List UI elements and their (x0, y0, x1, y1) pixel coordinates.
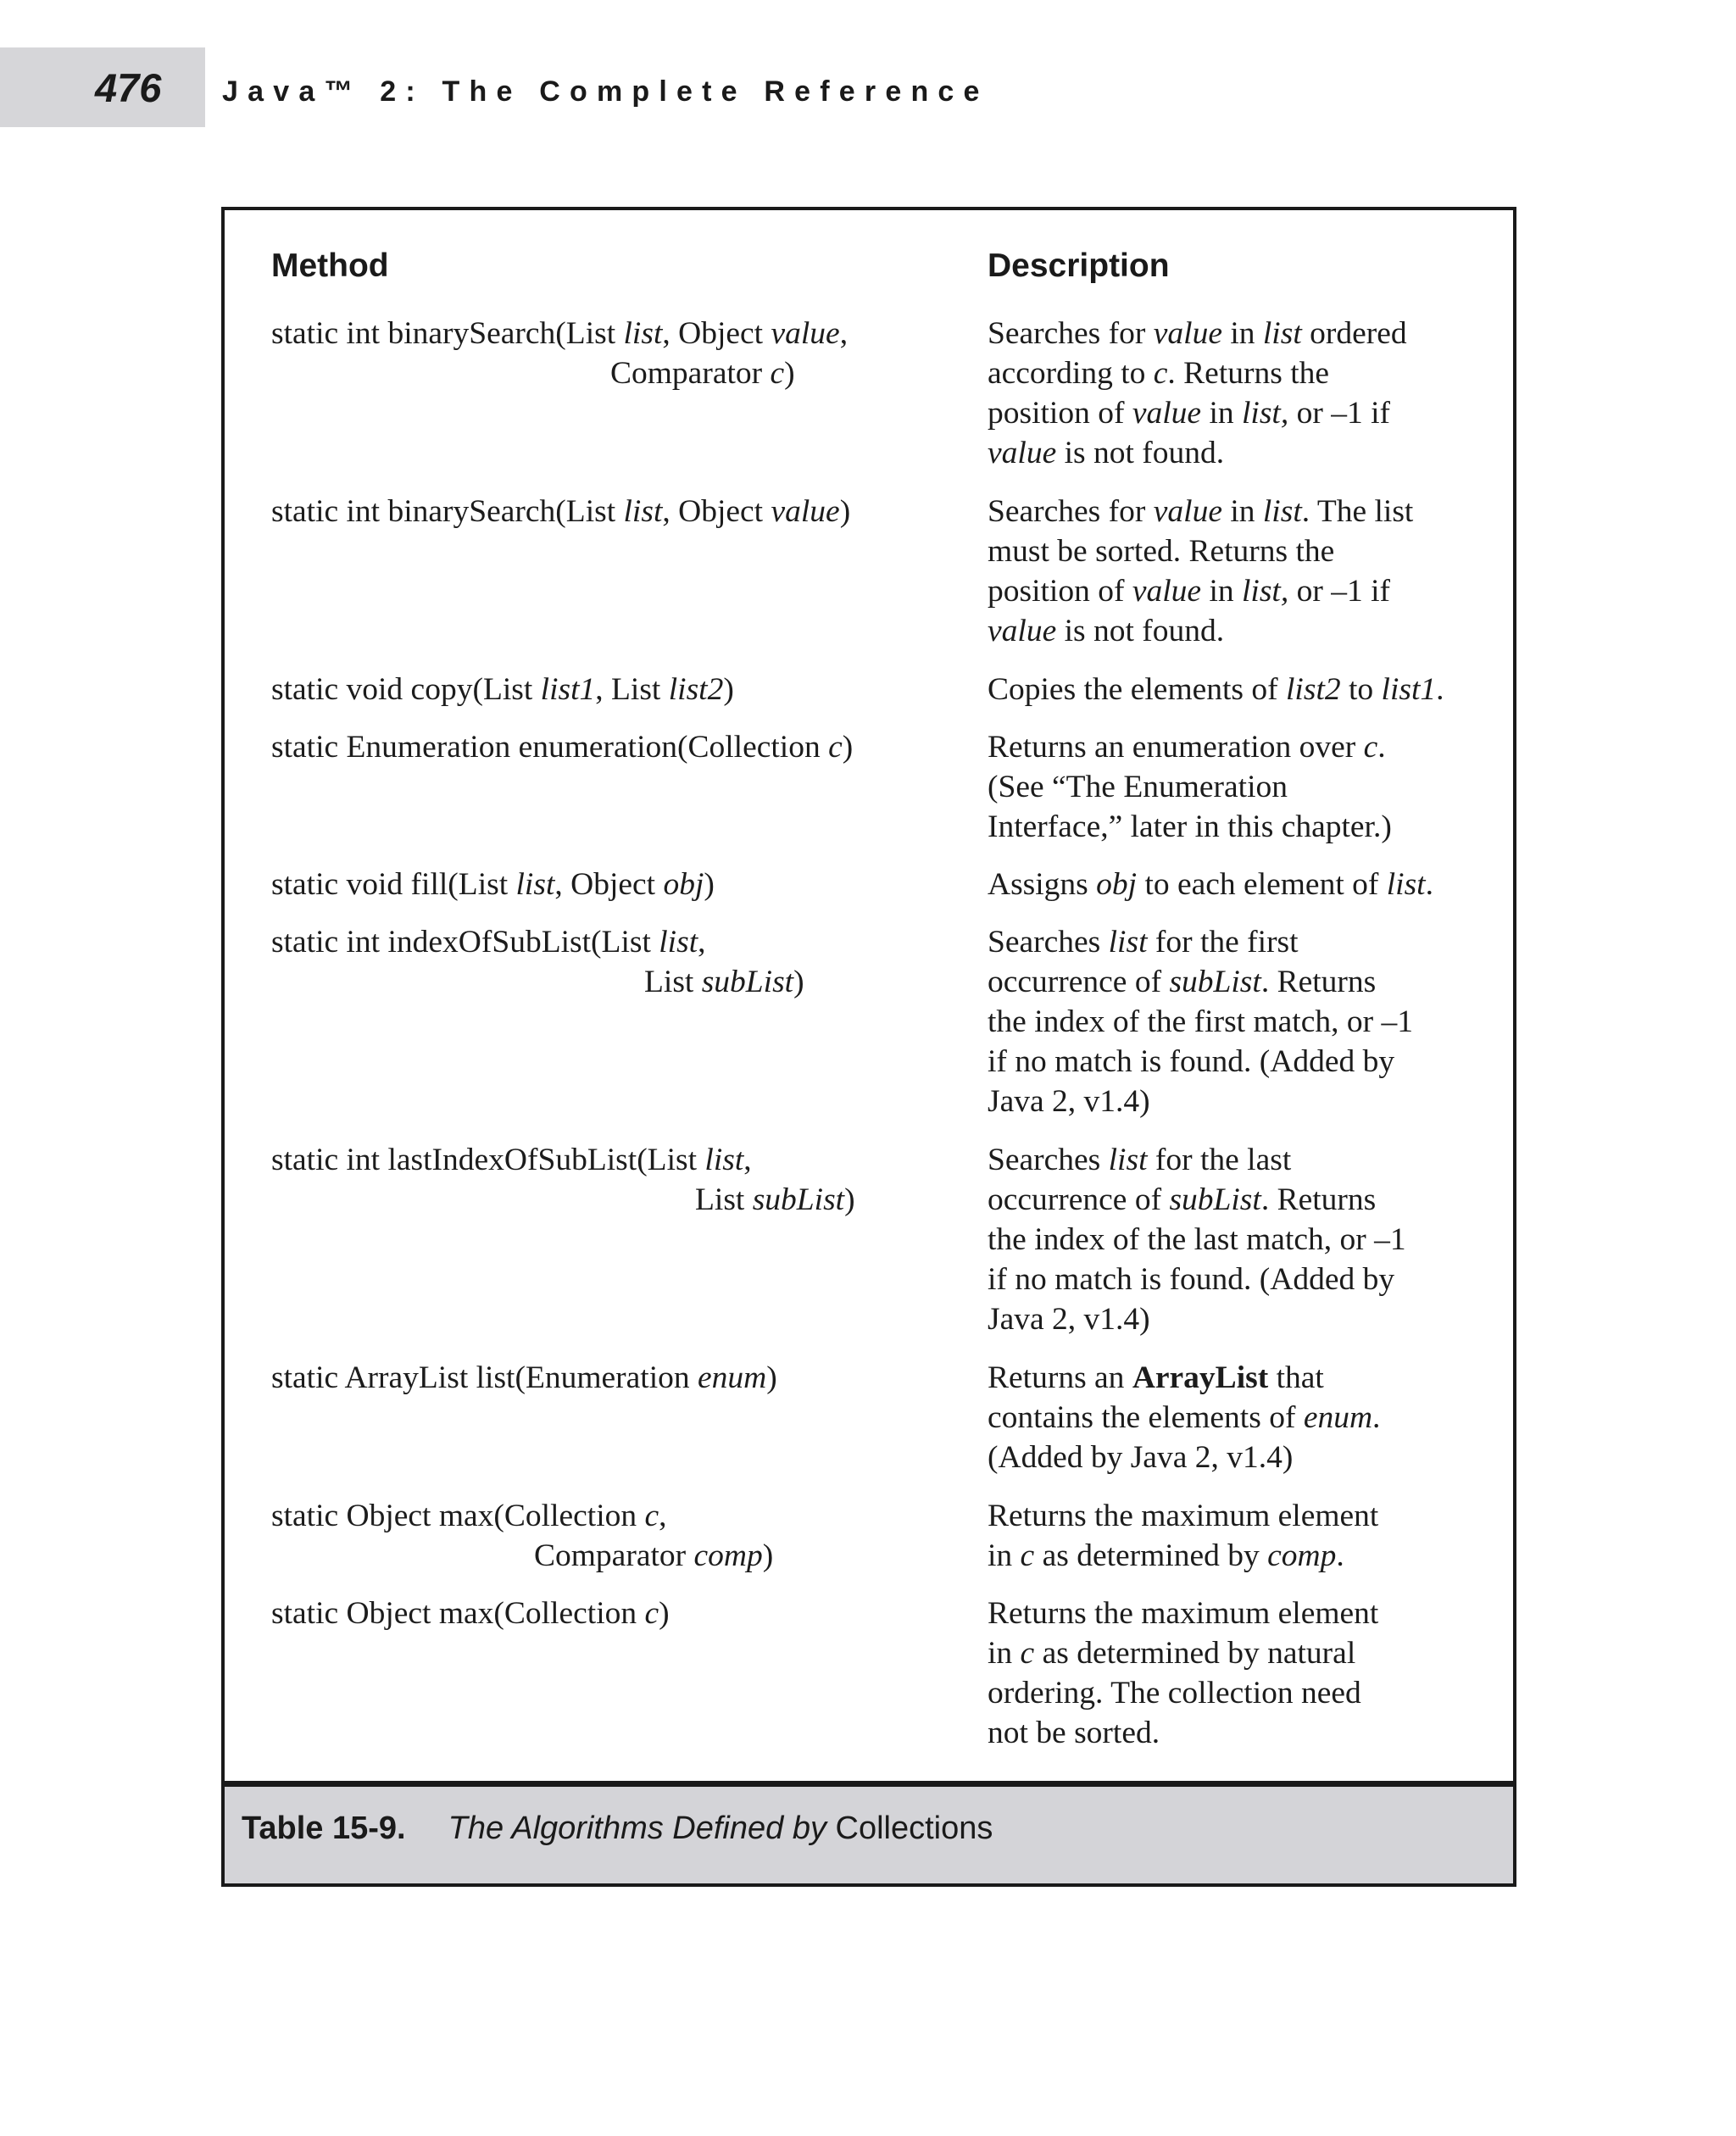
description-line: the index of the last match, or –1 (988, 1222, 1406, 1257)
column-header-description: Description (988, 248, 1170, 284)
method-cell (271, 1358, 777, 1398)
method-cell (271, 314, 848, 393)
description-line: Returns the maximum element (988, 1596, 1379, 1631)
method-cell (271, 727, 853, 767)
description-line: Java 2, v1.4) (988, 1302, 1150, 1337)
description-line: if no match is found. (Added by (988, 1262, 1395, 1297)
description-line: Searches for value in list. The list (988, 494, 1414, 529)
method-line: static int binarySearch(List list, Object value) (271, 494, 851, 529)
caption-label: Table 15-9. (242, 1811, 406, 1846)
description-line: (See “The Enumeration (988, 770, 1288, 804)
method-line: List subList) (644, 965, 804, 999)
method-cell (271, 1140, 855, 1220)
description-line: position of value in list, or –1 if (988, 574, 1390, 609)
description-cell (988, 670, 1444, 709)
description-line: Interface,” later in this chapter.) (988, 809, 1392, 844)
description-line: not be sorted. (988, 1716, 1160, 1750)
description-line: must be sorted. Returns the (988, 534, 1335, 569)
description-line: Searches for value in list ordered (988, 316, 1407, 351)
description-line: in c as determined by comp. (988, 1538, 1344, 1573)
method-line: static Enumeration enumeration(Collection c) (271, 730, 854, 765)
page-number: 476 (95, 65, 162, 110)
description-line: Returns the maximum element (988, 1499, 1379, 1533)
description-line: value is not found. (988, 436, 1225, 470)
method-line: static Object max(Collection c, (271, 1499, 667, 1533)
method-line: static ArrayList list(Enumeration enum) (271, 1360, 777, 1395)
method-line: Comparator comp) (534, 1538, 774, 1573)
description-line: Searches list for the last (988, 1143, 1292, 1177)
description-cell (988, 1594, 1378, 1753)
description-cell (988, 492, 1413, 651)
description-line: position of value in list, or –1 if (988, 396, 1390, 431)
description-line: Assigns obj to each element of list. (988, 867, 1433, 902)
description-line: contains the elements of enum. (988, 1400, 1381, 1435)
method-cell (271, 1594, 670, 1633)
description-line: Searches list for the first (988, 925, 1299, 960)
method-line: static void copy(List list1, List list2) (271, 672, 734, 707)
method-cell (271, 492, 850, 531)
description-line: value is not found. (988, 614, 1225, 648)
caption-band (225, 1781, 1513, 1883)
description-line: according to c. Returns the (988, 356, 1330, 391)
description-line: Java 2, v1.4) (988, 1084, 1150, 1119)
method-cell (271, 922, 804, 1002)
caption-title-italic: The Algorithms Defined by (448, 1811, 826, 1846)
description-line: if no match is found. (Added by (988, 1044, 1395, 1079)
method-line: static Object max(Collection c) (271, 1596, 670, 1631)
caption-title-plain: Collections (826, 1811, 993, 1846)
description-cell (988, 727, 1392, 847)
description-line: Returns an enumeration over c. (988, 730, 1386, 765)
description-line: (Added by Java 2, v1.4) (988, 1440, 1294, 1475)
description-cell (988, 922, 1413, 1121)
description-cell (988, 1496, 1378, 1576)
method-line: static void fill(List list, Object obj) (271, 867, 715, 902)
method-cell (271, 670, 734, 709)
description-cell (988, 314, 1407, 473)
method-line: List subList) (695, 1182, 855, 1217)
description-cell (988, 865, 1433, 904)
method-line: static int lastIndexOfSubList(List list, (271, 1143, 752, 1177)
method-line: static int binarySearch(List list, Object value, (271, 316, 849, 351)
description-line: the index of the first match, or –1 (988, 1004, 1413, 1039)
method-cell (271, 865, 715, 904)
method-line: Comparator c) (610, 356, 795, 391)
method-cell (271, 1496, 773, 1576)
running-head: Java™ 2: The Complete Reference (222, 75, 989, 108)
description-line: occurrence of subList. Returns (988, 965, 1377, 999)
description-cell (988, 1140, 1406, 1339)
description-line: occurrence of subList. Returns (988, 1182, 1377, 1217)
method-line: static int indexOfSubList(List list, (271, 925, 706, 960)
column-header-method: Method (271, 248, 389, 284)
description-line: ordering. The collection need (988, 1676, 1361, 1710)
description-cell (988, 1358, 1380, 1477)
description-line: in c as determined by natural (988, 1636, 1356, 1671)
table-caption (242, 1809, 993, 1848)
description-line: Returns an ArrayList that (988, 1360, 1324, 1395)
description-line: Copies the elements of list2 to list1. (988, 672, 1444, 707)
